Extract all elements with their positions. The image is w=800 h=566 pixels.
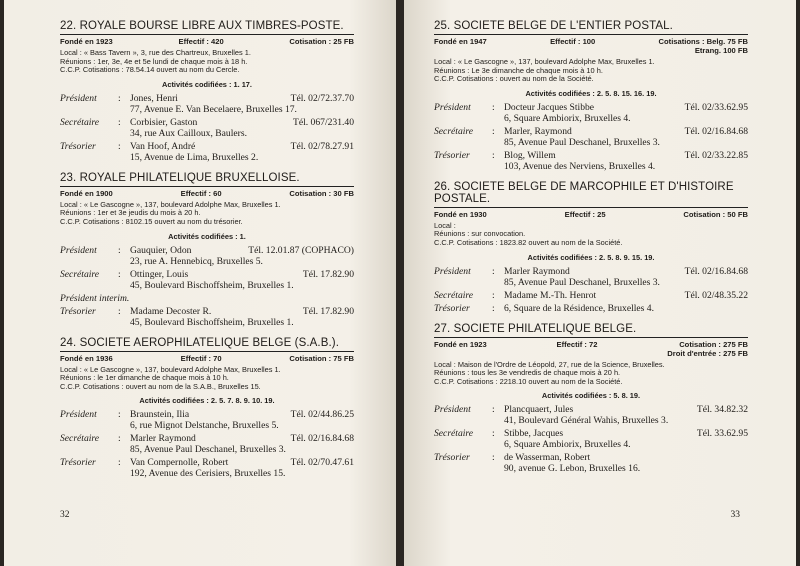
officer-entry <box>60 93 354 115</box>
officer-entry <box>434 428 748 450</box>
officer-phone: Tél. 33.62.95 <box>696 428 748 440</box>
officer-address: 34, rue Aux Cailloux, Baulers. <box>130 127 247 139</box>
officer-name: Marler Raymond <box>130 433 196 445</box>
officer-details <box>504 428 748 450</box>
founded-year: Fondé en 1923 <box>434 339 487 349</box>
society-section <box>60 337 354 480</box>
founded-year: Fondé en 1947 <box>434 37 487 46</box>
member-count: Effectif : 60 <box>180 188 222 198</box>
officer-address: 6, rue Mignot Delstanche, Bruxelles 5. <box>130 420 279 432</box>
officer-address: 41, Boulevard Général Wahis, Bruxelles 3. <box>504 415 669 427</box>
officer-colon: : <box>492 101 495 113</box>
officer-colon: : <box>118 244 121 256</box>
officer-phone: Tél. 02/16.84.68 <box>290 433 354 445</box>
officer-colon: : <box>492 265 495 277</box>
officer-address: 85, Avenue Paul Deschanel, Bruxelles 3. <box>130 444 286 456</box>
officer-address: 45, Boulevard Bischoffsheim, Bruxelles 1. <box>130 279 294 291</box>
officer-address: 90, avenue G. Lebon, Bruxelles 16. <box>504 463 641 475</box>
officer-details <box>504 404 748 426</box>
officer-name-line <box>130 306 354 317</box>
officer-entry <box>434 404 748 426</box>
officer-details <box>504 266 748 288</box>
info-line: Réunions : tous les 3e vendredis de chaque mois à 20 h. <box>434 368 621 378</box>
fee-block <box>289 37 354 46</box>
officer-name: Braunstein, Ilia <box>130 409 190 421</box>
info-line: Local : Maison de l'Ordre de Léopold, 27, rue de la Science, Bruxelles. <box>434 359 665 369</box>
fee-block <box>683 210 748 219</box>
officer-name-line <box>504 266 748 277</box>
left-page <box>4 0 396 566</box>
officer-colon: : <box>118 433 121 445</box>
officer-name: Gauquier, Odon <box>130 244 192 256</box>
society-stats <box>434 210 748 219</box>
coded-activities: Activités codifiées : 2. 5. 8. 9. 15. 19. <box>527 252 655 262</box>
officer-role: Secrétaire <box>434 289 474 301</box>
officer-phone: Tél. 34.82.32 <box>696 404 748 416</box>
officer-phone: Tél. 17.82.90 <box>302 268 354 280</box>
society-stats <box>60 37 354 46</box>
officer-entry <box>434 303 748 314</box>
member-count: Effectif : 72 <box>556 339 598 349</box>
officer-name: Blog, Willem <box>504 149 556 161</box>
society-info <box>60 49 354 75</box>
info-line: C.C.P. Cotisations : 8102.15 ouvert au nom du trésorier. <box>60 216 243 226</box>
officer-details <box>130 433 354 455</box>
coded-activities: Activités codifiées : 2. 5. 7. 8. 9. 10. 19. <box>139 396 275 406</box>
officer-name: Corbisier, Gaston <box>130 116 198 128</box>
officer-phone: Tél. 02/48.35.22 <box>684 289 748 301</box>
officer-name-line <box>130 141 354 152</box>
coded-activities: Activités codifiées : 1. <box>168 231 246 241</box>
society-stats <box>434 37 748 55</box>
officer-name: de Wasserman, Robert <box>504 452 591 464</box>
member-count: Effectif : 25 <box>564 209 606 219</box>
officer-address: 103, Avenue des Nerviens, Bruxelles 4. <box>504 160 656 172</box>
officer-name-line <box>130 433 354 444</box>
officer-address: 6, Square Ambiorix, Bruxelles 4. <box>504 112 631 124</box>
officer-details <box>130 269 354 291</box>
society-section <box>434 323 748 475</box>
officer-name-line <box>130 245 354 256</box>
officer-phone: Tél. 02/16.84.68 <box>684 125 748 137</box>
fee-line: Cotisation : 25 FB <box>289 37 354 46</box>
officer-phone: Tél. 02/78.27.91 <box>290 140 354 152</box>
officer-entry <box>434 102 748 124</box>
fee-line: Cotisation : 275 FB <box>679 339 748 349</box>
officer-role: Président <box>60 244 97 256</box>
fee-line: Cotisations : Belg. 75 FB <box>658 37 748 46</box>
founded-year: Fondé en 1900 <box>60 188 113 198</box>
officer-name: Docteur Jacques Stibbe <box>504 101 595 113</box>
officer-entry <box>60 306 354 328</box>
officer-entry <box>60 141 354 163</box>
info-line: Réunions : le 1er dimanche de chaque mois à 10 h. <box>60 373 229 383</box>
info-line: Réunions : 1er et 3e jeudis du mois à 20 h. <box>60 208 201 218</box>
coded-activities: Activités codifiées : 5. 8. 19. <box>541 391 641 401</box>
officer-entry <box>60 117 354 139</box>
officer-details <box>504 303 748 314</box>
officer-name: Madame Decoster R. <box>130 305 212 317</box>
officer-name: Stibbe, Jacques <box>504 428 564 440</box>
coded-activities: Activités codifiées : 1. 17. <box>162 79 252 89</box>
info-line: C.C.P. Cotisations : 2218.10 ouvert au nom de la Société. <box>434 376 623 386</box>
officer-name-line <box>504 404 748 415</box>
officer-address: 6, Square Ambiorix, Bruxelles 4. <box>504 439 631 451</box>
officer-name: Van Hoof, André <box>130 140 196 152</box>
officer-entry <box>60 457 354 479</box>
society-info <box>60 366 354 392</box>
info-line: Local : « Le Gascogne », 137, boulevard Adolphe Max, Bruxelles 1. <box>60 199 281 209</box>
officer-entry <box>434 126 748 148</box>
fee-block <box>667 340 748 358</box>
officer-role: Président <box>434 265 471 277</box>
officer-entry <box>60 433 354 455</box>
society-stats <box>60 354 354 363</box>
society-info <box>434 58 748 84</box>
officer-name: Van Compernolle, Robert <box>130 457 229 469</box>
officer-name-line <box>504 126 748 137</box>
officer-colon: : <box>118 305 121 317</box>
officer-entry <box>60 269 354 291</box>
officer-note <box>60 293 354 304</box>
coded-activities: Activités codifiées : 2. 5. 8. 15. 16. 19. <box>525 88 657 98</box>
officer-name-line <box>504 303 748 314</box>
officer-phone: Tél. 02/44.86.25 <box>290 409 354 421</box>
officer-colon: : <box>118 409 121 421</box>
officer-name-line <box>130 457 354 468</box>
society-section <box>60 20 354 163</box>
officer-details <box>504 126 748 148</box>
officer-details <box>130 141 354 163</box>
info-line: Local : « Bass Tavern », 3, rue des Chartreux, Bruxelles 1. <box>60 48 251 57</box>
officer-address: 23, rue A. Hennebicq, Bruxelles 5. <box>130 255 263 267</box>
officer-details <box>130 457 354 479</box>
officer-phone: Tél. 12.01.87 (COPHACO) <box>248 244 354 256</box>
officer-details <box>130 409 354 431</box>
society-title: 22. ROYALE BOURSE LIBRE AUX TIMBRES-POSTE. <box>60 20 354 35</box>
officer-phone: Tél. 17.82.90 <box>302 305 354 317</box>
fee-block <box>659 37 748 55</box>
officer-colon: : <box>118 92 121 104</box>
society-info <box>60 201 354 227</box>
society-section <box>434 181 748 314</box>
society-stats <box>60 189 354 198</box>
officer-colon: : <box>118 457 121 469</box>
left-page-content <box>60 20 354 538</box>
officer-details <box>504 452 748 474</box>
info-line: C.C.P. Cotisations : 78.54.14 ouvert au nom du Cercle. <box>60 65 240 75</box>
society-stats <box>434 340 748 358</box>
officer-name-line <box>504 452 748 463</box>
officer-colon: : <box>492 428 495 440</box>
info-line: Réunions : sur convocation. <box>434 229 526 239</box>
officer-entry <box>434 266 748 288</box>
officer-name: Madame M.-Th. Henrot <box>504 289 597 301</box>
officer-role: Président <box>434 404 471 416</box>
officer-name-line <box>130 409 354 420</box>
officer-role: Secrétaire <box>60 116 100 128</box>
member-count: Effectif : 100 <box>550 37 596 46</box>
fee-block <box>289 189 354 198</box>
society-info <box>434 361 748 387</box>
society-title: 26. SOCIETE BELGE DE MARCOPHILE ET D'HISTOIRE POSTALE. <box>434 181 748 208</box>
fee-line: Etrang. 100 FB <box>694 46 748 55</box>
officer-name-line <box>504 290 748 301</box>
officer-colon: : <box>492 404 495 416</box>
officer-name: Plancquaert, Jules <box>504 404 574 416</box>
officer-name: Marler, Raymond <box>504 125 572 137</box>
page-number: 32 <box>60 510 70 520</box>
member-count: Effectif : 70 <box>180 353 222 363</box>
officer-name: Marler Raymond <box>504 265 570 277</box>
officer-role: Président <box>60 409 97 421</box>
society-title: 24. SOCIETE AEROPHILATELIQUE BELGE (S.A.B.). <box>60 337 354 352</box>
officer-role: Président <box>60 92 97 104</box>
fee-line: Droit d'entrée : 275 FB <box>667 348 748 358</box>
officer-role: Président <box>434 101 471 113</box>
info-line: Réunions : 1er, 3e, 4e et 5e lundi de chaque mois à 18 h. <box>60 56 248 66</box>
society-section <box>434 20 748 172</box>
fee-block <box>289 354 354 363</box>
officer-colon: : <box>492 289 495 301</box>
officer-role: Secrétaire <box>60 268 100 280</box>
right-page-content <box>434 20 748 538</box>
info-line: Local : « Le Gascogne », 137, boulevard Adolphe Max, Bruxelles 1. <box>434 57 655 66</box>
officer-details <box>130 245 354 267</box>
officer-name-line <box>504 102 748 113</box>
officer-entry <box>60 409 354 431</box>
officer-role: Secrétaire <box>60 433 100 445</box>
info-line: Local : « Le Gascogne », 137, boulevard Adolphe Max, Bruxelles 1. <box>60 364 281 374</box>
fee-line: Cotisation : 30 FB <box>289 188 354 198</box>
member-count: Effectif : 420 <box>178 37 224 46</box>
info-line: Réunions : Le 3e dimanche de chaque mois à 10 h. <box>434 65 603 75</box>
fee-line: Cotisation : 75 FB <box>289 353 354 363</box>
officer-address: 85, Avenue Paul Deschanel, Bruxelles 3. <box>504 276 660 288</box>
officer-entry <box>434 150 748 172</box>
officer-colon: : <box>118 268 121 280</box>
officer-address: 45, Boulevard Bischoffsheim, Bruxelles 1. <box>130 316 294 328</box>
founded-year: Fondé en 1930 <box>434 209 487 219</box>
founded-year: Fondé en 1923 <box>60 37 113 46</box>
officer-name-line <box>504 150 748 161</box>
info-line: Local : <box>434 220 456 230</box>
founded-year: Fondé en 1936 <box>60 353 113 363</box>
officer-address: 15, Avenue de Lima, Bruxelles 2. <box>130 151 259 163</box>
officer-colon: : <box>492 125 495 137</box>
officer-colon: : <box>492 149 495 161</box>
officer-phone: Tél. 02/33.62.95 <box>684 101 748 113</box>
officer-address: 85, Avenue Paul Deschanel, Bruxelles 3. <box>504 136 660 148</box>
officer-role: Trésorier <box>434 302 470 314</box>
officer-role: Trésorier <box>60 140 96 152</box>
officer-role: Secrétaire <box>434 428 474 440</box>
officer-details <box>130 306 354 328</box>
officer-phone: Tél. 02/70.47.61 <box>290 457 354 469</box>
officer-address: 192, Avenue des Cerisiers, Bruxelles 15. <box>130 468 286 480</box>
officer-phone: Tél. 02/16.84.68 <box>684 265 748 277</box>
right-page <box>404 0 796 566</box>
officer-address: 77, Avenue E. Van Becelaere, Bruxelles 17. <box>130 103 297 115</box>
officer-details <box>504 150 748 172</box>
info-line: C.C.P. Cotisations : ouvert au nom de la Société. <box>434 74 594 84</box>
officer-role: Secrétaire <box>434 125 474 137</box>
fee-line: Cotisation : 50 FB <box>683 209 748 219</box>
officer-name-line <box>130 269 354 280</box>
officer-entry <box>434 452 748 474</box>
officer-phone: Tél. 067/231.40 <box>292 116 354 128</box>
society-section <box>60 172 354 328</box>
officer-role: Trésorier <box>60 305 96 317</box>
officer-colon: : <box>492 452 495 464</box>
officer-name: Ottinger, Louis <box>130 268 189 280</box>
info-line: C.C.P. Cotisations : ouvert au nom de la S.A.B., Bruxelles 15. <box>60 381 261 391</box>
officer-details <box>504 290 748 301</box>
officer-name: 6, Square de la Résidence, Bruxelles 4. <box>504 302 654 314</box>
officer-entry <box>434 290 748 301</box>
society-title: 27. SOCIETE PHILATELIQUE BELGE. <box>434 323 748 338</box>
officer-name-line <box>130 93 354 104</box>
officer-name-line <box>130 117 354 128</box>
officer-name-line <box>504 428 748 439</box>
page-number: 33 <box>730 510 740 520</box>
officer-role: Trésorier <box>60 457 96 469</box>
officer-role: Trésorier <box>434 149 470 161</box>
society-title: 25. SOCIETE BELGE DE L'ENTIER POSTAL. <box>434 20 748 35</box>
society-info <box>434 222 748 248</box>
officer-entry <box>60 245 354 267</box>
officer-name: Jones, Henri <box>130 92 178 104</box>
officer-phone: Tél. 02/72.37.70 <box>290 92 354 104</box>
officer-role: Président interim. <box>60 292 130 304</box>
officer-colon: : <box>118 140 121 152</box>
officer-phone: Tél. 02/33.22.85 <box>684 149 748 161</box>
officer-role: Trésorier <box>434 452 470 464</box>
society-title: 23. ROYALE PHILATELIQUE BRUXELLOISE. <box>60 172 354 187</box>
officer-details <box>504 102 748 124</box>
officer-details <box>130 93 354 115</box>
officer-details <box>130 117 354 139</box>
officer-colon: : <box>118 116 121 128</box>
officer-colon: : <box>492 302 495 314</box>
info-line: C.C.P. Cotisations : 1823.82 ouvert au nom de la Société. <box>434 237 623 247</box>
